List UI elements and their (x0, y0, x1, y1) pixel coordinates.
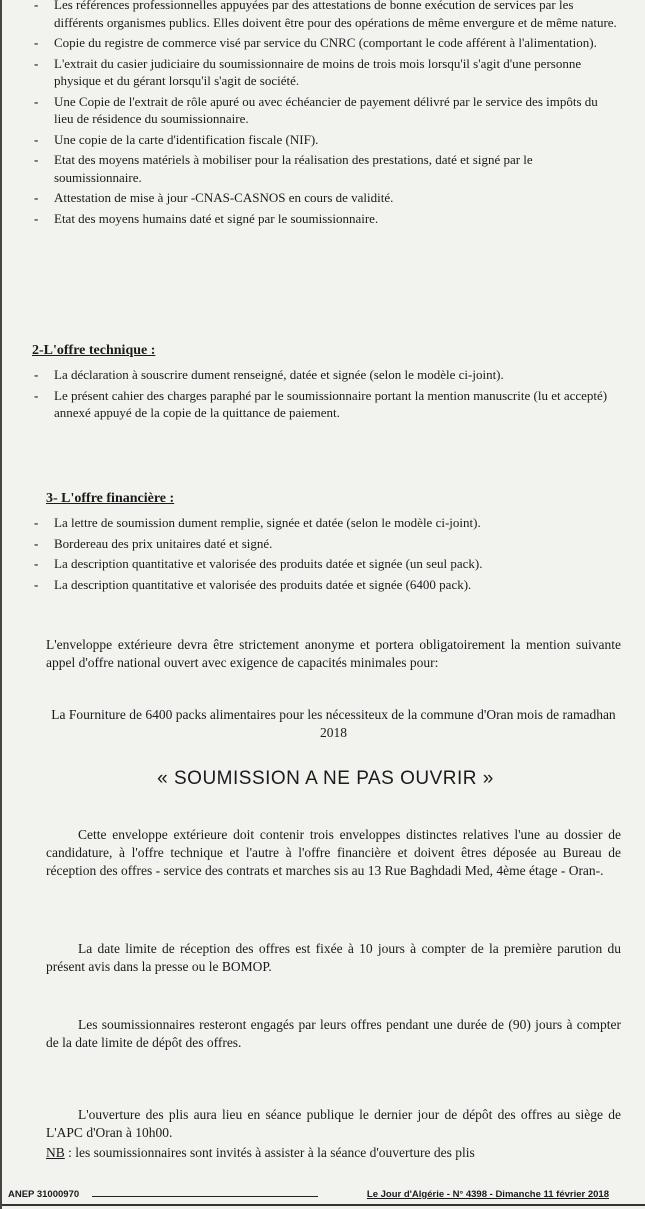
journal-reference: Le Jour d'Algérie - N° 4398 - Dimanche 11 février 2018 (366, 1189, 609, 1200)
offre-technique-section (32, 342, 619, 425)
objet-paragraph (46, 706, 621, 742)
list-item: - Etat des moyens matériels à mobiliser pour la réalisation des prestations, daté et signé par le soumissionnaire. (32, 151, 619, 186)
enveloppe-paragraph (46, 636, 621, 672)
nb-line (46, 1144, 621, 1162)
list-item: - La description quantitative et valorisée des produits datée et signée (un seul pack). (32, 555, 619, 573)
nb-label: NB (46, 1145, 65, 1160)
anep-reference: ANEP 31000970 (8, 1189, 80, 1200)
list-item: - Copie du registre de commerce visé par service du CNRC (comportant le code afférent à l'alimentation). (32, 34, 619, 52)
section-heading: 2-L'offre technique : (32, 343, 156, 358)
paragraph-text: L'ouverture des plis aura lieu en séance publique le dernier jour de dépôt des offres au siège de L'APC d'Oran à 10h00. (46, 1107, 621, 1140)
paragraph-text: La date limite de réception des offres est fixée à 10 jours à compter de la première parution du présent avis dans la presse ou le BOMOP. (46, 941, 621, 974)
soumission-title-block (32, 770, 619, 788)
ouverture-paragraph (46, 1106, 621, 1162)
footer-divider (92, 1196, 318, 1197)
paragraph-text: Cette enveloppe extérieure doit contenir trois enveloppes distinctes relatives l'une au dossier de candidature, à l'offre technique et l'autre à l'offre financière et doivent êtres déposée au Bureau de réception des offres - service des contrats et marches sis au 13 Rue Baghdadi Med, 4ème étage - Oran-. (46, 827, 621, 878)
contenu-paragraph (46, 826, 621, 880)
engagement-paragraph (46, 1016, 621, 1052)
list-item: - La description quantitative et valorisée des produits datée et signée (6400 pack). (32, 576, 619, 594)
date-limite-paragraph (46, 940, 621, 976)
list-item: - Une Copie de l'extrait de rôle apuré ou avec échéancier de payement délivré par le service des impôts du lieu de résidence du soumissionnaire. (32, 93, 619, 128)
list-item: - L'extrait du casier judiciaire du soumissionnaire de moins de trois mois lorsqu'il s'agit d'une personne physique et du gérant lorsqu'il s'agit de société. (32, 55, 619, 90)
nb-text: : les soumissionnaires sont invités à assister à la séance d'ouverture des plis (64, 1145, 475, 1160)
list-item: - Le présent cahier des charges paraphé par le soumissionnaire portant la mention manuscrite (lu et accepté) annexé appuyé de la copie de la quittance de paiement. (32, 387, 619, 422)
list-item: - Une copie de la carte d'identification fiscale (NIF). (32, 131, 619, 149)
soumission-title: « SOUMISSION A NE PAS OUVRIR » (157, 768, 494, 789)
list-item: - Attestation de mise à jour -CNAS-CASNOS en cours de validité. (32, 189, 619, 207)
dossier-candidature-list (32, 0, 619, 230)
paragraph-text: L'enveloppe extérieure devra être strictement anonyme et portera obligatoirement la mention suivante appel d'offre national ouvert avec exigence de capacités minimales pour: (46, 637, 621, 670)
paragraph-text: Les soumissionnaires resteront engagés par leurs offres pendant une durée de (90) jours à compter de la date limite de dépôt des offres. (46, 1017, 621, 1050)
list-item: - La déclaration à souscrire dument renseigné, datée et signée (selon le modèle ci-joint). (32, 366, 619, 384)
section-heading: 3- L'offre financière : (46, 491, 175, 506)
offre-financiere-section (46, 490, 619, 596)
list-item: - La lettre de soumission dument remplie, signée et datée (selon le modèle ci-joint). (32, 514, 619, 532)
list-item: - Les références professionnelles appuyées par des attestations de bonne exécution de services par les différents organismes publics. Elles doivent être pour des opérations de même envergure et de même nature. (32, 0, 619, 31)
page-footer (2, 1186, 645, 1204)
paragraph-text: La Fourniture de 6400 packs alimentaires pour les nécessiteux de la commune d'Oran mois de ramadhan 2018 (51, 707, 616, 740)
bottom-divider (2, 1204, 645, 1206)
list-item: - Etat des moyens humains daté et signé par le soumissionnaire. (32, 210, 619, 228)
list-item: - Bordereau des prix unitaires daté et signé. (32, 535, 619, 553)
